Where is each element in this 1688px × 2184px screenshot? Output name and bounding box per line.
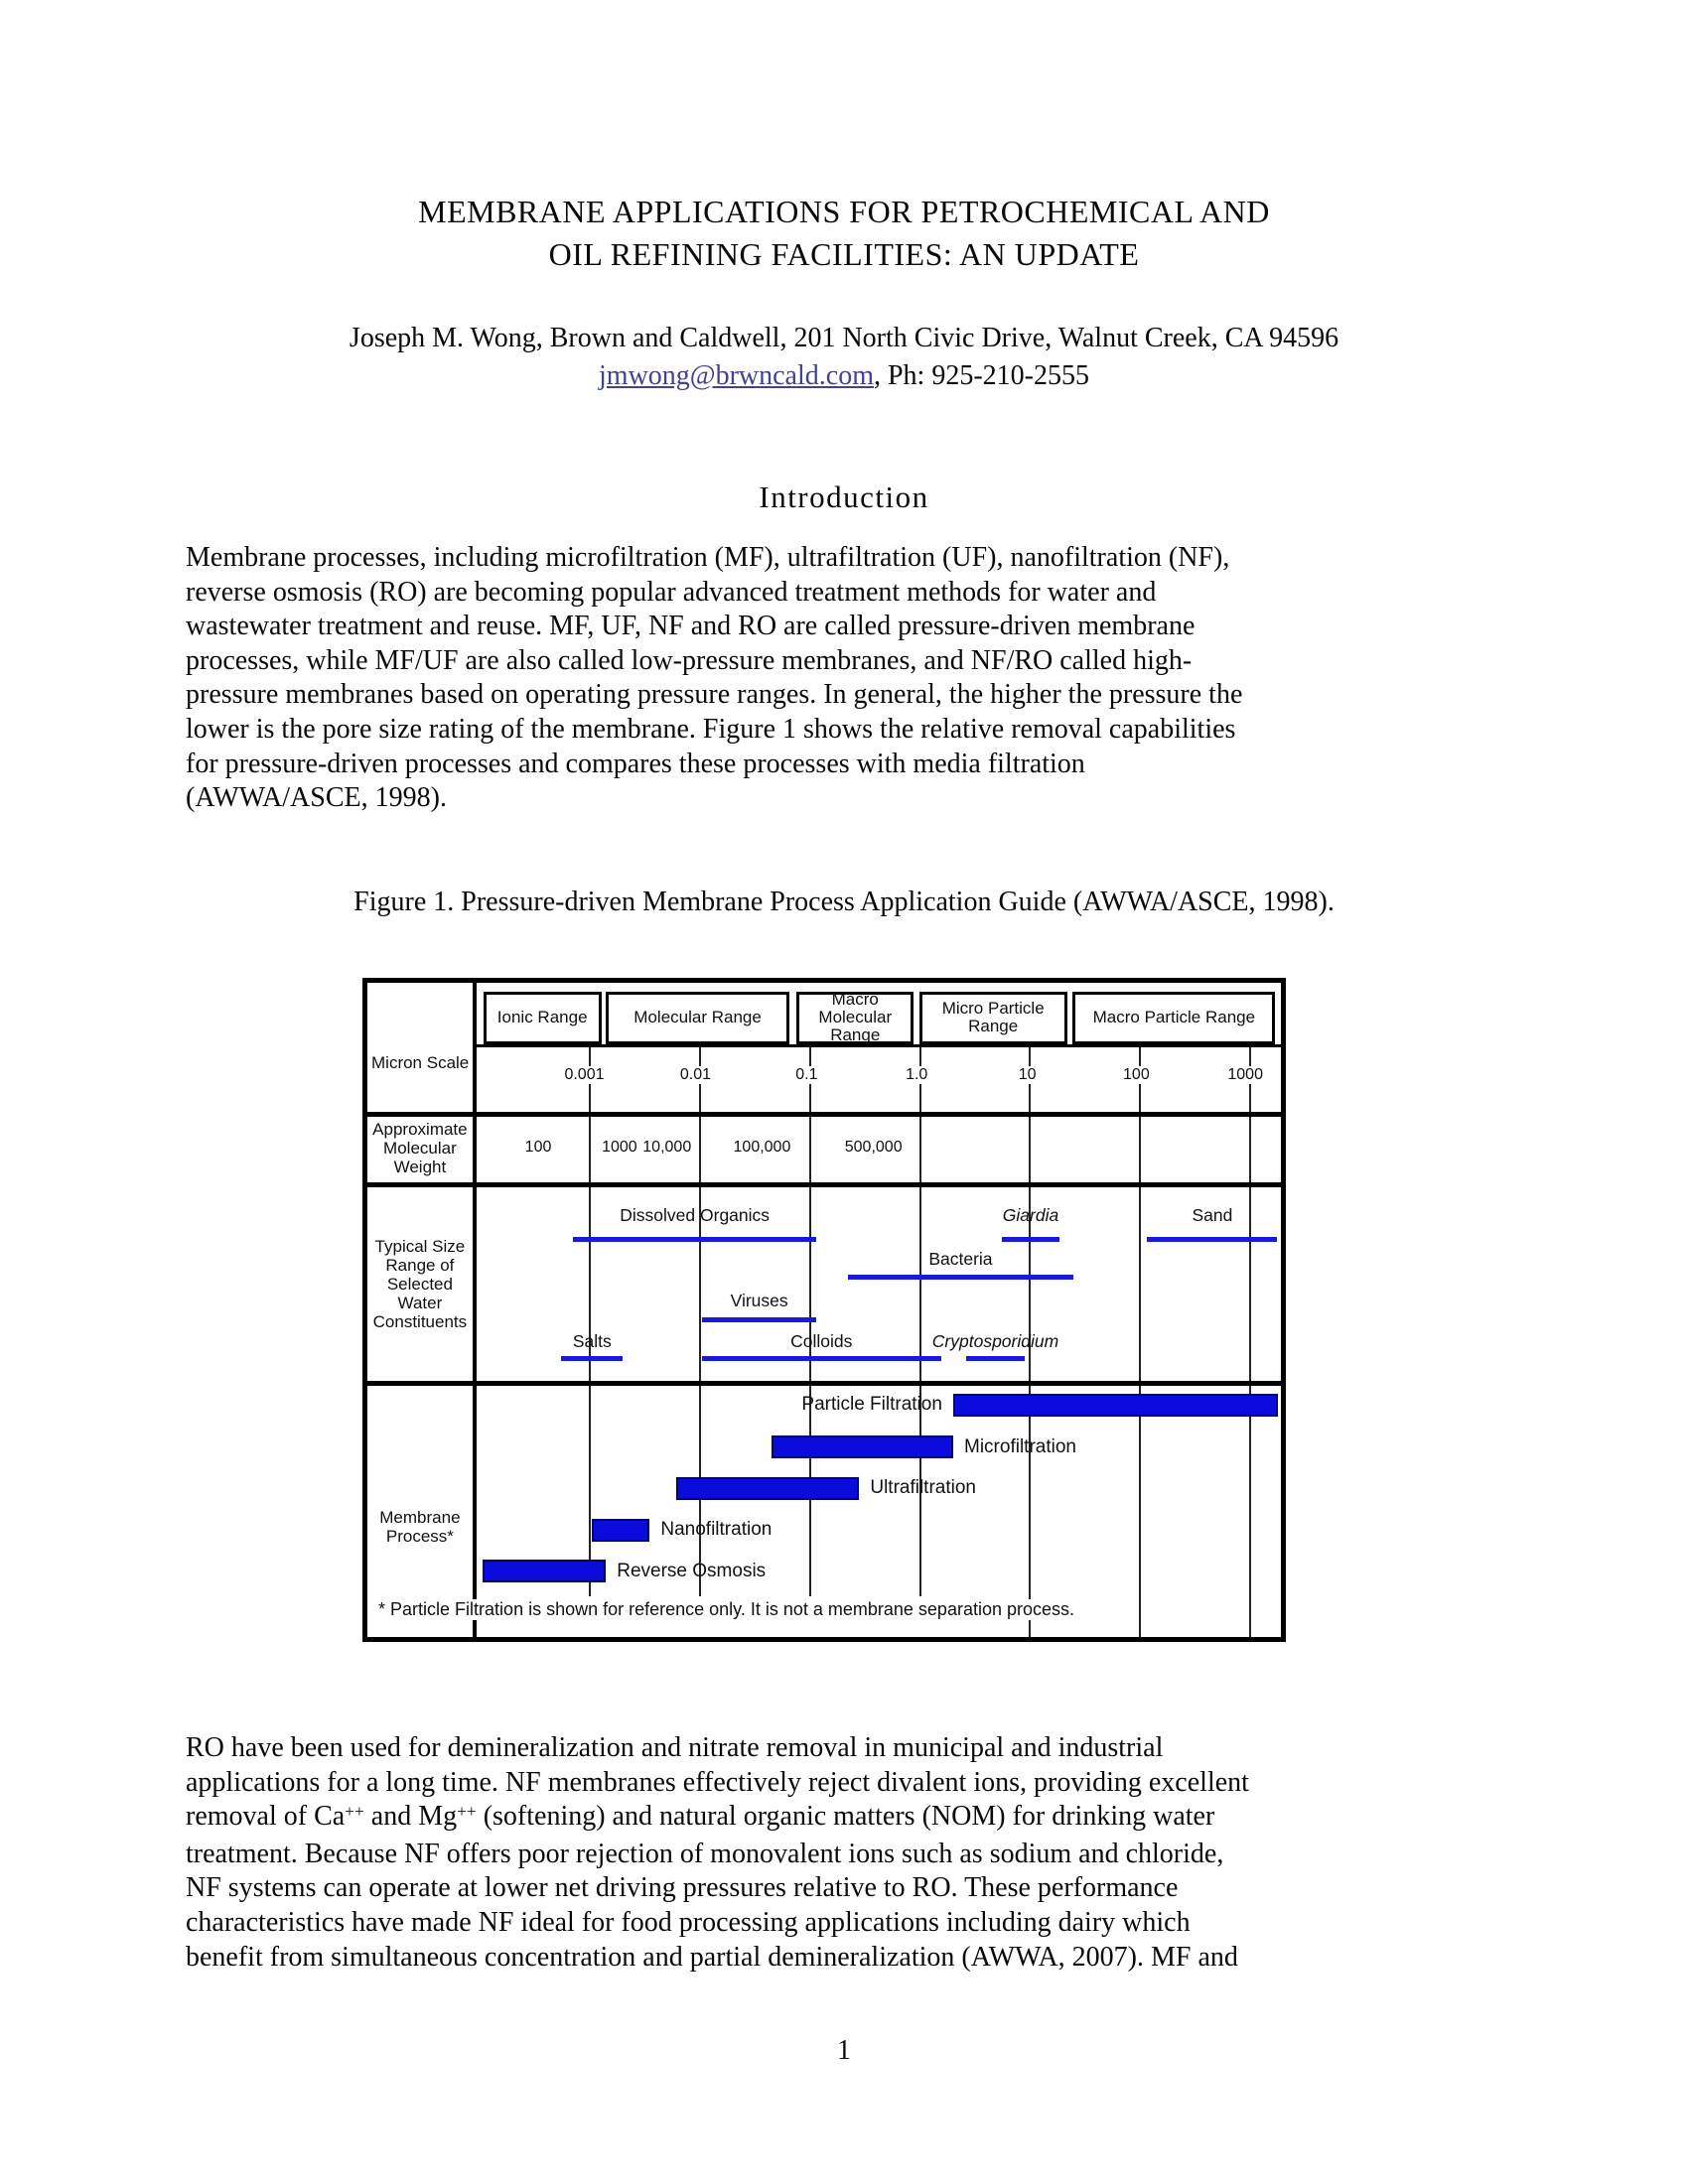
label-line: Membrane xyxy=(379,1508,461,1528)
mw-value-100: 100 xyxy=(524,1138,552,1156)
paper-title-line1: MEMBRANE APPLICATIONS FOR PETROCHEMICAL AND xyxy=(418,194,1270,229)
paragraph-introduction xyxy=(186,541,1516,816)
section-separator-2 xyxy=(367,1182,1281,1187)
figure-caption: Figure 1. Pressure-driven Membrane Process Application Guide (AWWA/ASCE, 1998). xyxy=(353,887,1335,917)
label-line: Molecular xyxy=(383,1139,457,1159)
constituent-label-colloids: Colloids xyxy=(790,1331,853,1352)
paragraph-line: Membrane processes, including microfiltration (MF), ultrafiltration (UF), nanofiltration (NF), xyxy=(186,542,1230,573)
paragraph-line: lower is the pore size rating of the membrane. Figure 1 shows the relative removal capabilities xyxy=(186,713,1236,745)
paragraph-line: NF systems can operate at lower net driving pressures relative to RO. These performance xyxy=(186,1872,1179,1904)
process-label-reverse-osmosis: Reverse Osmosis xyxy=(617,1560,767,1581)
tick-label-0-001: 0.001 xyxy=(561,1066,607,1084)
constituent-line-cryptosporidium xyxy=(966,1356,1026,1361)
label-line: Water xyxy=(397,1294,443,1313)
figure-row-label-micron-scale: Micron Scale xyxy=(371,1053,470,1073)
superscript: ++ xyxy=(345,1802,364,1822)
section-heading-introduction: Introduction xyxy=(759,479,929,514)
constituent-line-bacteria xyxy=(848,1275,1073,1280)
phone-text: , Ph: 925-210-2555 xyxy=(873,360,1089,391)
gridline-0-001 xyxy=(589,1044,591,1596)
process-label-nanofiltration: Nanofiltration xyxy=(660,1519,773,1541)
process-bar-ultrafiltration xyxy=(676,1477,859,1500)
paper-title xyxy=(0,191,1688,276)
constituent-line-giardia xyxy=(1002,1237,1060,1242)
paragraph-line: reverse osmosis (RO) are becoming popular advanced treatment methods for water and xyxy=(186,576,1157,608)
tick-label-1-0: 1.0 xyxy=(903,1066,930,1084)
constituent-line-viruses xyxy=(702,1317,817,1322)
author-block xyxy=(0,320,1688,395)
process-label-microfiltration: Microfiltration xyxy=(964,1435,1076,1457)
constituent-line-colloids xyxy=(702,1356,941,1361)
superscript: ++ xyxy=(457,1802,477,1822)
constituent-label-giardia: Giardia xyxy=(1002,1205,1059,1226)
constituent-line-dissolved-organics xyxy=(573,1237,817,1242)
constituent-label-viruses: Viruses xyxy=(730,1290,788,1310)
paragraph-line: pressure membranes based on operating pressure ranges. In general, the higher the pressure the xyxy=(186,679,1243,711)
mw-value-1000: 1000 xyxy=(602,1138,637,1156)
paragraph-2 xyxy=(186,1731,1516,1975)
label-line: Approximate xyxy=(372,1120,468,1140)
process-bar-nanofiltration xyxy=(592,1519,649,1542)
mw-value-10-000: 10,000 xyxy=(642,1138,692,1156)
tick-label-100: 100 xyxy=(1120,1066,1153,1084)
constituent-label-salts: Salts xyxy=(572,1331,612,1352)
paragraph-line: characteristics have made NF ideal for food processing applications including dairy which xyxy=(186,1906,1191,1938)
paragraph-line: applications for a long time. NF membranes effectively reject divalent ions, providing excellent xyxy=(186,1766,1249,1798)
constituent-line-sand xyxy=(1147,1237,1277,1242)
label-line: Process* xyxy=(385,1527,454,1547)
author-line: Joseph M. Wong, Brown and Caldwell, 201 North Civic Drive, Walnut Creek, CA 94596 xyxy=(349,323,1339,353)
mw-value-500-000: 500,000 xyxy=(844,1138,903,1156)
paragraph-line: for pressure-driven processes and compares these processes with media filtration xyxy=(186,748,1085,779)
figure-row-label-typical-size-range xyxy=(367,1237,473,1331)
constituent-line-salts xyxy=(561,1356,623,1361)
paragraph-line: treatment. Because NF offers poor rejection of monovalent ions such as sodium and chloride, xyxy=(186,1838,1224,1869)
mw-value-100-000: 100,000 xyxy=(733,1138,791,1156)
contact-line xyxy=(0,357,1688,395)
header-range-box-ionic-range: Ionic Range xyxy=(484,992,602,1044)
label-line: Weight xyxy=(393,1158,447,1177)
tick-label-0-1: 0.1 xyxy=(792,1066,820,1084)
constituent-label-cryptosporidium: Cryptosporidium xyxy=(931,1331,1059,1352)
figure-row-label-membrane-process xyxy=(367,1508,473,1546)
paragraph-line: processes, while MF/UF are also called low-pressure membranes, and NF/RO called high- xyxy=(186,644,1193,676)
paragraph-line: benefit from simultaneous concentration and partial demineralization (AWWA, 2007). MF and xyxy=(186,1941,1238,1973)
process-label-ultrafiltration: Ultrafiltration xyxy=(870,1477,976,1499)
header-range-box-macro-molecular-range: Macro Molecular Range xyxy=(796,992,914,1044)
figure-row-label-approximate-molecular-weight xyxy=(367,1120,473,1176)
gridline-1000 xyxy=(1249,1044,1251,1637)
label-line: Constituents xyxy=(372,1312,468,1332)
page-number: 1 xyxy=(837,2035,851,2066)
paragraph-line: (AWWA/ASCE, 1998). xyxy=(186,782,447,814)
figure-column-divider xyxy=(473,983,477,1637)
figure1-chart xyxy=(362,978,1286,1642)
header-range-box-micro-particle-range: Micro Particle Range xyxy=(919,992,1067,1044)
constituent-label-bacteria: Bacteria xyxy=(928,1249,993,1270)
process-bar-particle-filtration xyxy=(953,1394,1278,1417)
header-range-box-macro-particle-range: Macro Particle Range xyxy=(1072,992,1275,1044)
figure-footnote: * Particle Filtration is shown for reference only. It is not a membrane separation process. xyxy=(378,1599,1082,1620)
process-bar-microfiltration xyxy=(772,1435,953,1458)
process-label-particle-filtration: Particle Filtration xyxy=(801,1394,942,1416)
gridline-0-01 xyxy=(699,1044,701,1596)
label-line: Typical Size xyxy=(374,1237,466,1257)
process-bar-reverse-osmosis xyxy=(483,1560,606,1582)
paragraph-line: wastewater treatment and reuse. MF, UF, NF and RO are called pressure-driven membrane xyxy=(186,611,1196,642)
paragraph-line: RO have been used for demineralization and nitrate removal in municipal and industrial xyxy=(186,1732,1164,1763)
tick-label-10: 10 xyxy=(1016,1066,1040,1084)
gridline-1-0 xyxy=(919,1044,921,1596)
scale-baseline xyxy=(473,1044,1281,1047)
paragraph-line: removal of Ca++ and Mg++ (softening) and natural organic matters (NOM) for drinking water xyxy=(186,1801,1215,1833)
label-line: Selected xyxy=(386,1275,453,1295)
section-separator-3 xyxy=(367,1381,1281,1386)
tick-label-1000: 1000 xyxy=(1224,1066,1266,1084)
gridline-100 xyxy=(1139,1044,1141,1637)
email-link[interactable]: jmwong@brwncald.com xyxy=(599,360,874,391)
section-separator-1 xyxy=(367,1112,1281,1117)
paper-title-line2: OIL REFINING FACILITIES: AN UPDATE xyxy=(548,236,1140,272)
constituent-label-sand: Sand xyxy=(1192,1205,1233,1226)
header-range-box-molecular-range: Molecular Range xyxy=(606,992,789,1044)
tick-label-0-01: 0.01 xyxy=(677,1066,714,1084)
constituent-label-dissolved-organics: Dissolved Organics xyxy=(620,1205,771,1226)
label-line: Range of xyxy=(385,1256,455,1276)
